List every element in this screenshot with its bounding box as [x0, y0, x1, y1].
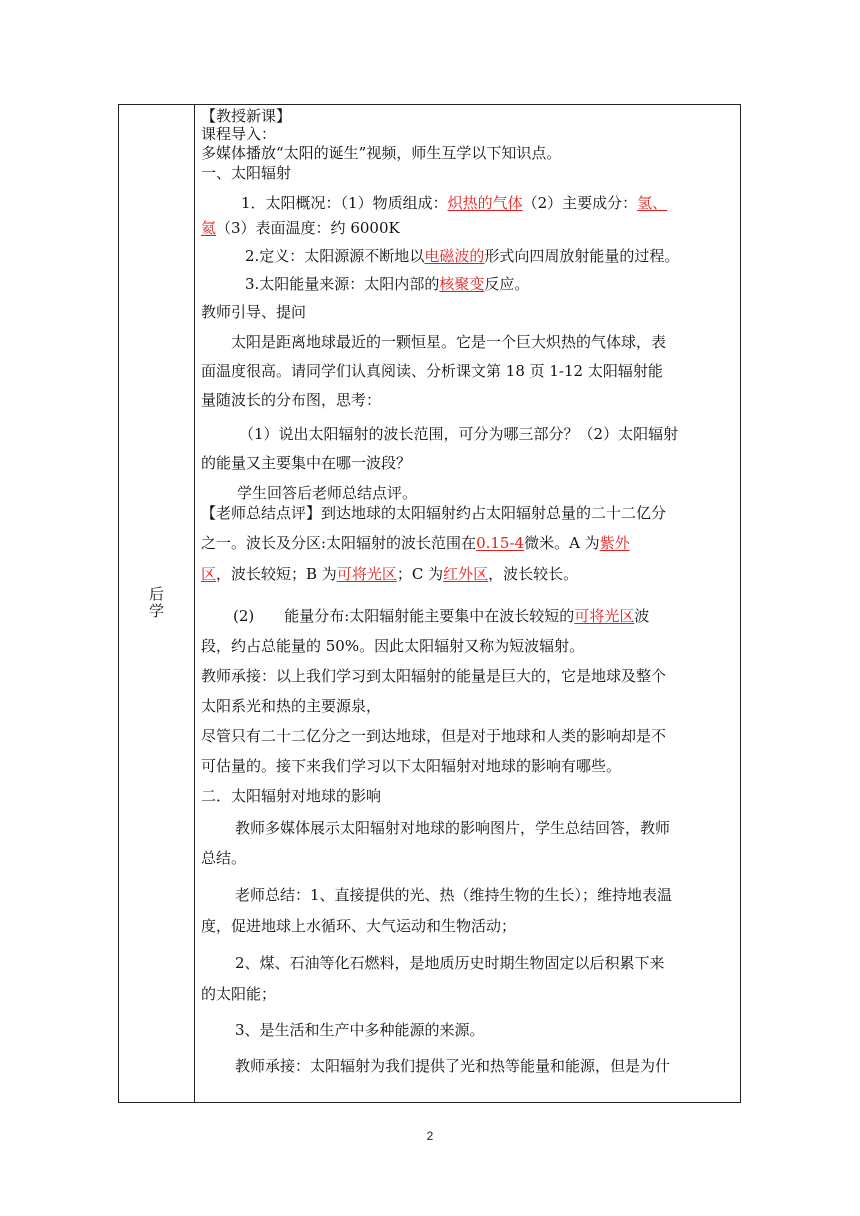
subheading: 一、太阳辐射 — [201, 164, 292, 182]
text-line: 老师总结：1、直接提供的光、热（维持生物的生长）；维持地表温 — [235, 886, 673, 904]
answer-text: 核聚变 — [439, 275, 485, 293]
text-line: 多媒体播放“太阳的诞生”视频，师生互学以下知识点。 — [201, 144, 562, 162]
side-label: 后学 — [147, 585, 165, 620]
text-line: 区，波长较短；B 为可将光区；C 为红外区，波长较长。 — [201, 565, 579, 583]
answer-text: 可将光区 — [574, 607, 635, 625]
lesson-table — [118, 104, 741, 1103]
text-line: 3、是生活和生产中多种能源的来源。 — [235, 1021, 485, 1039]
text-line: 【老师总结点评】到达地球的太阳辐射约占太阳辐射总量的二十二亿分 — [201, 504, 667, 522]
answer-text: 电磁波的 — [424, 247, 485, 265]
text-line: 度，促进地球上水循环、大气运动和生物活动； — [201, 917, 517, 935]
text-line: 量随波长的分布图，思考： — [201, 391, 382, 409]
text-line: 教师引导、提问 — [201, 303, 307, 321]
text-line: 的能量又主要集中在哪一波段？ — [201, 454, 412, 472]
text-line: 的太阳能； — [201, 985, 277, 1003]
text-line: 2.定义：太阳源源不断地以电磁波的形式向四周放射能量的过程。 — [245, 247, 680, 265]
text-line: 2、煤、石油等化石燃料，是地质历史时期生物固定以后积累下来 — [235, 954, 665, 972]
text-line: 教师承接：以上我们学习到太阳辐射的能量是巨大的，它是地球及整个 — [201, 667, 667, 685]
text-line: 太阳系光和热的主要源泉， — [201, 697, 382, 715]
section-heading: 【教授新课】 — [201, 107, 292, 125]
text-line: 1．太阳概况：（1）物质组成：炽热的气体（2）主要成分：氢、 — [241, 194, 668, 212]
answer-text: 区 — [201, 565, 217, 583]
answer-text: 氢、 — [637, 194, 668, 212]
text-line: 教师多媒体展示太阳辐射对地球的影响图片，学生总结回答，教师 — [235, 819, 671, 837]
text-line: 教师承接：太阳辐射为我们提供了光和热等能量和能源，但是为什 — [235, 1057, 671, 1075]
page-number: 2 — [426, 1129, 434, 1143]
text-line: 之一。波长及分区:太阳辐射的波长范围在0.15-4微米。A 为紫外 — [201, 534, 630, 552]
text-line: 面温度很高。请同学们认真阅读、分析课文第 18 页 1-12 太阳辐射能 — [201, 362, 663, 380]
text-line: 3.太阳能量来源：太阳内部的核聚变反应。 — [245, 275, 530, 293]
side-label-cell — [119, 105, 194, 1102]
text-line: 课程导入： — [201, 125, 277, 143]
answer-text: 红外区 — [443, 565, 489, 583]
answer-text: 0.15-4 — [476, 534, 525, 552]
text-line: 氦（3）表面温度：约 6000K — [201, 219, 400, 237]
answer-text: 炽热的气体 — [447, 194, 523, 212]
text-line: （1）说出太阳辐射的波长范围，可分为哪三部分？（2）太阳辐射 — [239, 425, 679, 443]
column-divider — [194, 105, 195, 1102]
text-line: 尽管只有二十二亿分之一到达地球，但是对于地球和人类的影响却是不 — [201, 727, 667, 745]
text-line: 总结。 — [201, 849, 247, 867]
text-line: 太阳是距离地球最近的一颗恒星。它是一个巨大炽热的气体球，表 — [231, 333, 667, 351]
text-line: 段，约占总能量的 50%。因此太阳辐射又称为短波辐射。 — [201, 637, 585, 655]
text-line: (2) 能量分布:太阳辐射能主要集中在波长较短的可将光区波 — [233, 607, 650, 625]
text-line: 可估量的。接下来我们学习以下太阳辐射对地球的影响有哪些。 — [201, 757, 622, 775]
answer-text: 可将光区 — [336, 565, 397, 583]
subheading: 二．太阳辐射对地球的影响 — [201, 787, 382, 805]
text-line: 学生回答后老师总结点评。 — [237, 484, 418, 502]
answer-text: 紫外 — [599, 534, 630, 552]
answer-text: 氦 — [201, 219, 217, 237]
